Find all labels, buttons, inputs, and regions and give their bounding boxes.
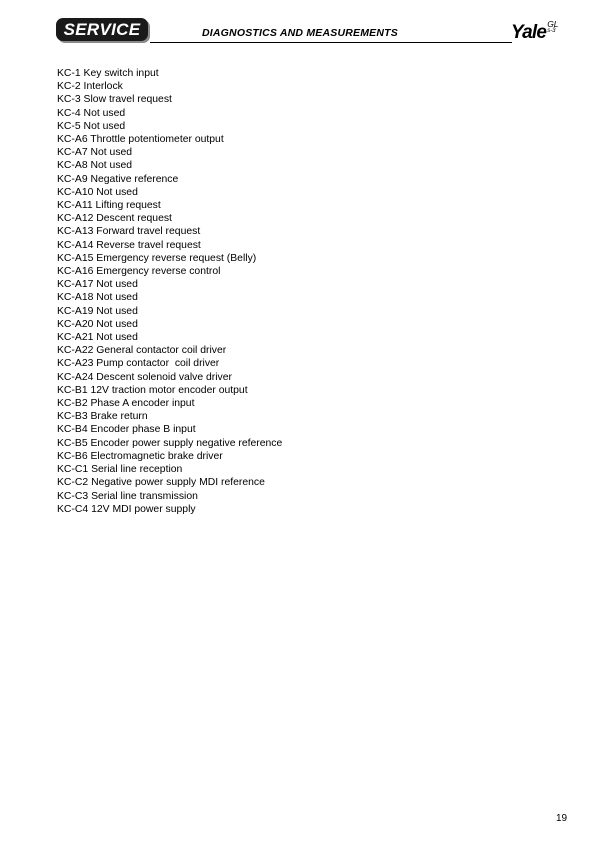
list-item: KC-A15 Emergency reverse request (Belly) bbox=[57, 252, 257, 264]
brand-logo-suffix bbox=[547, 21, 558, 34]
list-item: KC-B6 Electromagnetic brake driver bbox=[57, 450, 223, 462]
list-item: KC-A9 Negative reference bbox=[57, 173, 179, 185]
list-item: KC-B3 Brake return bbox=[57, 411, 148, 423]
list-item: KC-A13 Forward travel request bbox=[57, 226, 201, 238]
page-header bbox=[0, 0, 596, 50]
list-item: KC-A22 General contactor coil driver bbox=[57, 345, 227, 357]
service-badge bbox=[56, 18, 148, 41]
list-item: KC-A19 Not used bbox=[57, 305, 138, 317]
connector-pin-list bbox=[57, 67, 537, 516]
list-item: KC-A11 Lifting request bbox=[57, 200, 161, 212]
list-item: KC-B5 Encoder power supply negative reference bbox=[57, 437, 283, 449]
list-item: KC-C3 Serial line transmission bbox=[57, 490, 198, 502]
list-item: KC-3 Slow travel request bbox=[57, 94, 172, 106]
header-divider bbox=[150, 42, 512, 43]
list-item: KC-A16 Emergency reverse control bbox=[57, 266, 221, 278]
list-item: KC-A18 Not used bbox=[57, 292, 138, 304]
brand-logo-suffix-bottom: s-3 bbox=[547, 28, 556, 34]
brand-logo bbox=[511, 19, 559, 48]
list-item: KC-A24 Descent solenoid valve driver bbox=[57, 371, 232, 383]
list-item: KC-A17 Not used bbox=[57, 279, 138, 291]
list-item: KC-C4 12V MDI power supply bbox=[57, 503, 196, 515]
list-item: KC-C2 Negative power supply MDI reference bbox=[57, 477, 265, 489]
list-item: KC-A20 Not used bbox=[57, 318, 138, 330]
list-item: KC-A21 Not used bbox=[57, 332, 138, 344]
list-item: KC-B4 Encoder phase B input bbox=[57, 424, 196, 436]
list-item: KC-A10 Not used bbox=[57, 186, 138, 198]
list-item: KC-A6 Throttle potentiometer output bbox=[57, 134, 224, 146]
list-item: KC-A7 Not used bbox=[57, 147, 133, 159]
list-item: KC-A8 Not used bbox=[57, 160, 133, 172]
list-item: KC-5 Not used bbox=[57, 120, 126, 132]
list-item: KC-1 Key switch input bbox=[57, 68, 159, 79]
list-item: KC-B1 12V traction motor encoder output bbox=[57, 384, 248, 396]
list-item: KC-4 Not used bbox=[57, 107, 126, 119]
page-title: DIAGNOSTICS AND MEASUREMENTS bbox=[202, 27, 398, 39]
list-item: KC-A12 Descent request bbox=[57, 213, 172, 225]
page-number: 19 bbox=[556, 813, 568, 824]
list-item: KC-A23 Pump contactor coil driver bbox=[57, 358, 220, 370]
service-badge-label: SERVICE bbox=[63, 19, 141, 39]
list-item: KC-A14 Reverse travel request bbox=[57, 239, 201, 251]
brand-logo-text: Yale bbox=[511, 22, 547, 43]
list-item: KC-2 Interlock bbox=[57, 81, 123, 93]
list-item: KC-B2 Phase A encoder input bbox=[57, 398, 195, 410]
list-item: KC-C1 Serial line reception bbox=[57, 464, 183, 476]
brand-logo-suffix-top: GL bbox=[547, 19, 559, 29]
